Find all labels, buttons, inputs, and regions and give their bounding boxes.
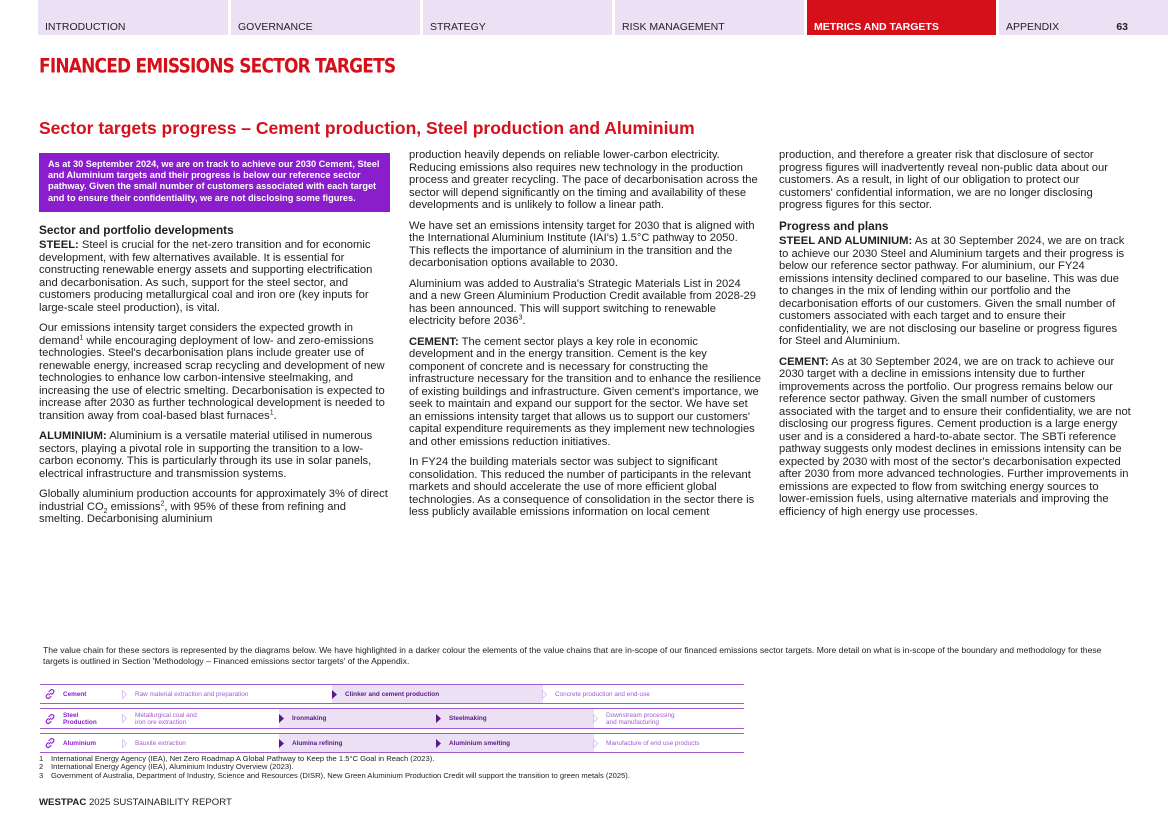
sector-label-line: Production [63,718,97,726]
footnote-number: 1 [39,754,44,763]
cement-label: CEMENT: [779,355,829,368]
tab-metrics-and-targets[interactable]: METRICS AND TARGETS [807,0,996,35]
steel-aluminium-label: STEEL AND ALUMINIUM: [779,235,913,247]
footnote-ref[interactable]: 2 [160,500,165,508]
aluminium-emissions-paragraph [39,488,390,526]
footnote-number: 3 [39,770,44,780]
stage-in-scope [279,739,342,748]
arrow-outline-icon [122,739,127,748]
footer-report: 2025 SUSTAINABILITY REPORT [88,797,232,808]
page-footer [39,797,232,808]
steel-paragraph [39,239,390,314]
footnote-number: 2 [39,762,44,772]
stage-out-of-scope [122,690,248,699]
steel-aluminium-text: As at 30 September 2024, we are on track to achieve our 2030 Steel and Aluminium targets and their progress is below our reference sector pathway. For aluminium, our FY24 emissions intensity declined compared to our baseline. This was due to changes in the mix of lending within our portfolio and the decarbonisation efforts of our customers. Given the small number of customers associated with each target and to ensure their confidentiality, we are not disclosing our baseline or progress figures for Steel and Aluminium. [779,235,1125,347]
aluminium-paragraph [39,430,390,480]
stage-label: Concrete production and end-use [555,690,650,698]
tab-strategy[interactable]: STRATEGY [423,0,612,35]
stage-in-scope [279,714,326,723]
footnote-text: International Energy Agency (IEA), Net Zero Roadmap A Global Pathway to Keep the 1.5°C Goal in Reach (2023). [51,754,435,763]
stage-out-of-scope [542,690,650,699]
top-navigation [38,0,1168,35]
cement-text: The cement sector plays a key role in economic development and in the energy transition. Cement is the key component of concrete and is necessary for constructing the infrastructure necessary for the transition and to enhance the resilience of existing buildings and infrastructure. Given cement's importance, we seek to maintain and expand our support for the sector. We have set an emissions intensity target that allows us to support our customers' capital expenditure requirements as they implement new technologies and other emissions reduction initiatives. [409,335,761,448]
value-chain-steel [40,708,744,729]
footnotes [39,755,630,780]
arrow-filled-icon [279,714,284,723]
summary-callout: As at 30 September 2024, we are on track to achieve our 2030 Cement, Steel and Aluminium targets and their progress is below our reference sector pathway. Given the small number of customers associated with each target and to ensure their confidentiality, we are not disclosing some figures. [39,153,390,212]
stage-out-of-scope [593,712,675,726]
arrow-filled-icon [436,739,441,748]
tab-introduction[interactable]: INTRODUCTION [38,0,228,35]
value-chain-cement [40,684,744,704]
cement-progress-text: As at 30 September 2024, we are on track to achieve our 2030 target with a decline in emissions intensity due to further improvements across the portfolio. Our progress remains below our reference sector pathway. Given the small number of customers associated with the target and to ensure their confidentiality, we are not disclosing our progress figures. Cement production is a large energy user and is a considered a hard-to-abate sector. The SBTi reference pathway suggests only modest declines in emissions intensity can be expected by 2030 with most of the sector's decarbonisation expected after 2030 from more advanced technologies. Further improvements in emissions are expected to flow from switching energy sources to lower-emission fuels, using alternative materials and improving the efficiency of high energy use processes. [779,355,1131,518]
cement-label: CEMENT: [409,335,459,348]
arrow-outline-icon [542,690,547,699]
tab-appendix-label: APPENDIX [1006,21,1060,33]
stage-label-line: and manufacturing [606,718,659,726]
steel-text: Steel is crucial for the net-zero transition and for economic development, with few alternatives available. It is essential for constructing renewable energy assets and supporting electrification and decarbonisation. As such, support for the steel sector, and customers producing metallurgical coal and iron ore (key inputs for large-scale steel production), is vital. [39,239,373,314]
link-icon [44,737,56,749]
stage-in-scope [436,714,487,723]
arrow-filled-icon [279,739,284,748]
sector-label-line: Steel [63,711,79,719]
stage-label [135,712,197,726]
footer-brand: WESTPAC [39,797,87,808]
arrow-outline-icon [122,714,127,723]
arrow-outline-icon [593,714,598,723]
tab-appendix[interactable] [999,0,1168,35]
text: Our emissions intensity target considers the expected growth in demand [39,322,354,347]
stage-label: Aluminium smelting [449,739,511,747]
arrow-outline-icon [122,690,127,699]
text: . [273,409,277,422]
sector-label: Cement [63,690,87,698]
text: Aluminium was added to Australia's Strategic Materials List in 2024 and a new Green Aluminium Production Credit available from 2028-29 has been announced. This will support switching to renewable electricity before 2036 [409,277,757,327]
page-title: FINANCED EMISSIONS SECTOR TARGETS [39,55,396,78]
sector-label: Aluminium [63,739,97,747]
arrow-outline-icon [593,739,598,748]
link-icon [44,713,56,725]
footnote-ref[interactable]: 3 [518,314,523,322]
footnote-ref[interactable]: 1 [79,334,84,342]
tab-governance[interactable]: GOVERNANCE [231,0,420,35]
cement-progress-paragraph [779,356,1131,519]
value-chain-intro: The value chain for these sectors is represented by the diagrams below. We have highlighted in a darker colour the elements of the value chains that are in-scope of our financed emissions sector targets. More detail on what is in-scope of the boundary and methodology for these targets is outlined in Section 'Methodology – Financed emissions sector targets' of the Appendix. [43,645,1102,666]
aluminium-text: Aluminium is a versatile material utilised in numerous sectors, playing a pivotal role in supporting the transition to a low-carbon economy. This is particularly through its use in solar panels, electrical infrastructure and transmission systems. [39,430,373,480]
stage-label [606,712,675,726]
page-number: 63 [1116,21,1128,33]
stage-out-of-scope [122,712,197,726]
text: , with 95% of these from refining and smelting. Decarbonising aluminium [39,500,346,526]
footnote-ref[interactable]: 1 [269,409,274,417]
steel-label: STEEL: [39,239,79,252]
stage-label-line: iron ore extraction [135,718,187,726]
footnote-text: Government of Australia, Department of Industry, Science and Resources (DISR), New Green Aluminium Production Credit will support the transition to green metals (2025). [51,770,630,780]
steel-aluminium-paragraph [779,235,1131,348]
stage-label: Alumina refining [292,739,343,747]
stage-in-scope [436,739,510,748]
subscript: 2 [103,508,108,516]
stage-label: Manufacture of end use products [606,739,700,747]
aluminium-label: ALUMINIUM: [39,430,107,443]
paragraph: We have set an emissions intensity target for 2030 that is aligned with the International Aluminium Institute (IAI's) 1.5°C pathway to 2050. This reflects the importance of aluminium in the transition and the decarbonisation options available to 2030. [409,219,755,269]
stage-out-of-scope [593,739,699,748]
cement-paragraph [409,336,761,449]
footnote [39,772,630,780]
link-icon [44,688,56,700]
steel-target-paragraph [39,322,390,422]
column-3 [779,149,1131,526]
stage-label-line: Downstream processing [606,711,675,719]
stage-in-scope [332,685,543,703]
section-title: Sector targets progress – Cement production, Steel production and Aluminium [39,118,695,138]
paragraph: production heavily depends on reliable lower-carbon electricity. Reducing emissions also requires new technology in the production process and greater recycling. The pace of decarbonisation across the sector will depend significantly on the timing and availability of these developments and is unlikely to follow a linear path. [409,149,758,211]
column-1 [39,153,390,534]
value-chain-diagram [40,684,744,757]
progress-heading: Progress and plans [779,218,889,233]
arrow-filled-icon [436,714,441,723]
text: while encouraging deployment of low- and zero-emissions technologies. Steel's decarbonisation plans include greater use of renewable energy, increased scrap recycling and development of new technologies to enhance low carbon-intensive steelmaking, and increasing the use of electric smelting. Decarbonisation is expected to increase after 2030 as further technological development is needed to transition away from coal-based blast furnaces [39,334,385,422]
arrow-filled-icon [332,690,337,699]
text: Globally aluminium production accounts for approximately 3% of direct industrial CO [39,488,388,513]
column-2 [409,149,761,527]
stage-label: Clinker and cement production [345,690,440,698]
stage-out-of-scope [122,739,186,748]
stage-label: Bauxite extraction [135,739,186,747]
paragraph: production, and therefore a greater risk that disclosure of sector progress figures will inadvertently reveal non-public data about our customers. As a result, in light of our obligation to protect our customers' confidential information, we are no longer disclosing progress figures for this sector. [779,149,1108,211]
value-chain-aluminium [40,733,744,753]
paragraph: In FY24 the building materials sector was subject to significant consolidation. This reduced the number of participants in the relevant markets and should accelerate the use of more efficient global technologies. As a consequence of consolidation in the sector there is less publicly available emissions information on local cement [409,456,755,518]
stage-label-line: Metallurgical coal and [135,711,197,719]
stage-label: Steelmaking [449,715,487,722]
text: . [522,315,526,327]
sector-label [63,712,97,726]
stage-label: Ironmaking [292,715,327,722]
text: emissions [107,500,161,513]
tab-risk-management[interactable]: RISK MANAGEMENT [615,0,804,35]
footnote-text: International Energy Agency (IEA), Aluminium Industry Overview (2023). [51,762,294,772]
developments-heading: Sector and portfolio developments [39,222,234,237]
stage-label: Raw material extraction and preparation [135,690,249,698]
paragraph [409,278,761,328]
